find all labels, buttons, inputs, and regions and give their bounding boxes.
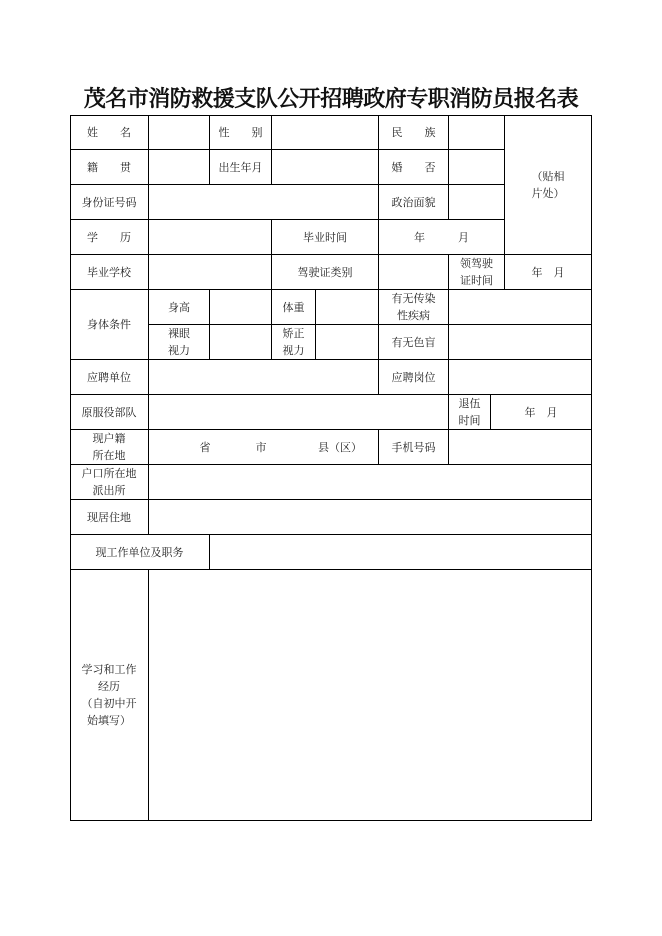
label-physical: 身体条件	[87, 318, 131, 331]
label-grad-time: 毕业时间	[303, 230, 347, 244]
police-station-field[interactable]	[149, 465, 591, 499]
vision-field[interactable]	[210, 325, 271, 359]
label-color-blind: 有无色盲	[391, 335, 436, 349]
marital-field[interactable]	[449, 150, 504, 184]
label-unit: 应聘单位	[87, 370, 131, 384]
residence-field[interactable]	[149, 500, 591, 534]
resume-field[interactable]	[149, 570, 591, 820]
discharge-field[interactable]: 年 月	[524, 405, 558, 419]
position-field[interactable]	[449, 360, 591, 394]
work-field[interactable]	[210, 535, 591, 569]
label-license-time: 领驾驶 证时间	[460, 257, 493, 287]
label-school: 毕业学校	[87, 265, 131, 279]
school-field[interactable]	[149, 255, 271, 289]
label-weight: 体重	[282, 300, 305, 314]
license-type-field[interactable]	[379, 255, 448, 289]
label-marital: 婚 否	[391, 160, 436, 174]
label-corrected: 矫正 视力	[282, 327, 305, 357]
domicile-city[interactable]: 市	[255, 440, 267, 454]
label-ethnicity: 民 族	[391, 125, 436, 139]
phone-field[interactable]	[449, 430, 591, 464]
form-title: 茂名市消防救援支队公开招聘政府专职消防员报名表	[83, 86, 579, 112]
label-education: 学 历	[87, 230, 131, 244]
label-name: 姓 名	[87, 125, 131, 139]
label-gender: 性 别	[218, 125, 263, 139]
label-id-number: 身份证号码	[81, 195, 137, 209]
photo-area: （贴相 片处）	[531, 169, 565, 200]
label-license-type: 驾驶证类别	[297, 265, 353, 279]
domicile-county[interactable]: 县（区）	[318, 440, 362, 454]
label-troop: 原服役部队	[81, 405, 137, 419]
label-position: 应聘岗位	[391, 370, 436, 384]
political-field[interactable]	[449, 185, 504, 219]
infectious-field[interactable]	[449, 290, 591, 324]
birth-field[interactable]	[272, 150, 378, 184]
label-discharge: 退伍 时间	[458, 397, 481, 427]
domicile-province[interactable]: 省	[199, 440, 211, 454]
id-number-field[interactable]	[149, 185, 378, 219]
grad-time-field[interactable]: 年 月	[414, 230, 469, 244]
education-field[interactable]	[149, 220, 271, 254]
label-vision: 裸眼 视力	[168, 327, 190, 357]
height-field[interactable]	[210, 290, 271, 324]
color-blind-field[interactable]	[449, 325, 591, 359]
unit-field[interactable]	[149, 360, 378, 394]
label-residence: 现居住地	[87, 510, 131, 524]
native-place-field[interactable]	[149, 150, 209, 184]
troop-field[interactable]	[149, 395, 448, 429]
name-field[interactable]	[149, 115, 209, 149]
label-political: 政治面貌	[391, 195, 436, 209]
gender-field[interactable]	[272, 115, 378, 149]
label-native-place: 籍 贯	[87, 160, 131, 174]
table-border	[591, 115, 592, 821]
label-infectious: 有无传染 性疾病	[391, 292, 436, 322]
weight-field[interactable]	[316, 290, 378, 324]
label-resume: 学习和工作 经历 （自初中开 始填写）	[81, 663, 137, 727]
label-height: 身高	[168, 300, 190, 314]
label-domicile: 现户籍 所在地	[92, 432, 126, 462]
license-time-field[interactable]: 年 月	[531, 265, 565, 279]
ethnicity-field[interactable]	[449, 115, 504, 149]
registration-form-table	[70, 115, 592, 821]
label-work: 现工作单位及职务	[95, 545, 184, 559]
label-police-station: 户口所在地 派出所	[81, 467, 137, 497]
label-phone: 手机号码	[391, 440, 436, 454]
label-birth: 出生年月	[218, 160, 263, 174]
corrected-field[interactable]	[316, 325, 378, 359]
